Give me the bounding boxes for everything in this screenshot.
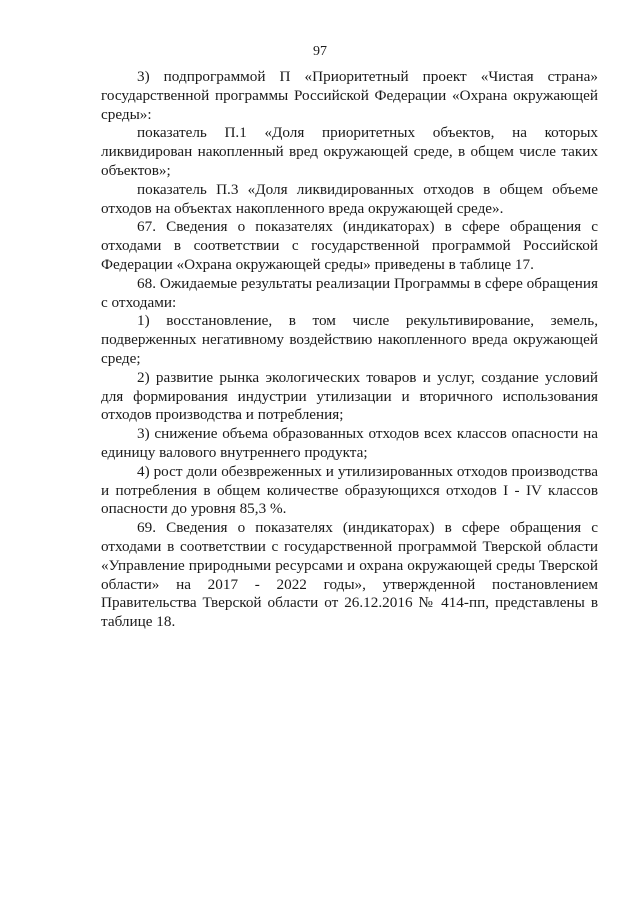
list-item-2: 2) развитие рынка экологических товаров и услуг, создание условий для формирования индустрии утилизации и вторичного использования отходов производства и потребления; bbox=[101, 368, 598, 424]
paragraph-indicator-p1: показатель П.1 «Доля приоритетных объектов, на которых ликвидирован накопленный вред окружающей среде, в общем числе таких объектов»; bbox=[101, 124, 598, 179]
list-item-1: 1) восстановление, в том числе рекультивирование, земель, подверженных негативному воздействию накопленного вреда окружающей среде; bbox=[101, 312, 598, 367]
paragraph-indicator-p3: показатель П.3 «Доля ликвидированных отходов в общем объеме отходов на объектах накопленного вреда окружающей среде». bbox=[101, 180, 598, 217]
paragraph-69: 69. Сведения о показателях (индикаторах) в сфере обращения с отходами в соответствии с государственной программой Тверской области «Управление природными ресурсами и охрана окружающей среды Тверской области» на 2017 - 2022 годы», утвержденной постановлением Правительства Тверской области от 26.12.2016 № 414-пп, представлены в таблице 18. bbox=[101, 519, 598, 631]
page-number: 97 bbox=[313, 44, 327, 59]
list-item-4: 4) рост доли обезвреженных и утилизированных отходов производства и потребления в общем количестве образующихся отходов I - IV классов опасности до уровня 85,3 %. bbox=[101, 462, 598, 518]
document-body bbox=[101, 68, 598, 632]
paragraph-subprogram-p: 3) подпрограммой П «Приоритетный проект «Чистая страна» государственной программы Российской Федерации «Охрана окружающей среды»: bbox=[101, 68, 598, 123]
paragraph-68: 68. Ожидаемые результаты реализации Программы в сфере обращения с отходами: bbox=[101, 274, 598, 311]
list-item-3: 3) снижение объема образованных отходов всех классов опасности на единицу валового внутреннего продукта; bbox=[101, 425, 598, 461]
paragraph-67: 67. Сведения о показателях (индикаторах) в сфере обращения с отходами в соответствии с государственной программой Российской Федерации «Охрана окружающей среды» приведены в таблице 17. bbox=[101, 218, 598, 273]
